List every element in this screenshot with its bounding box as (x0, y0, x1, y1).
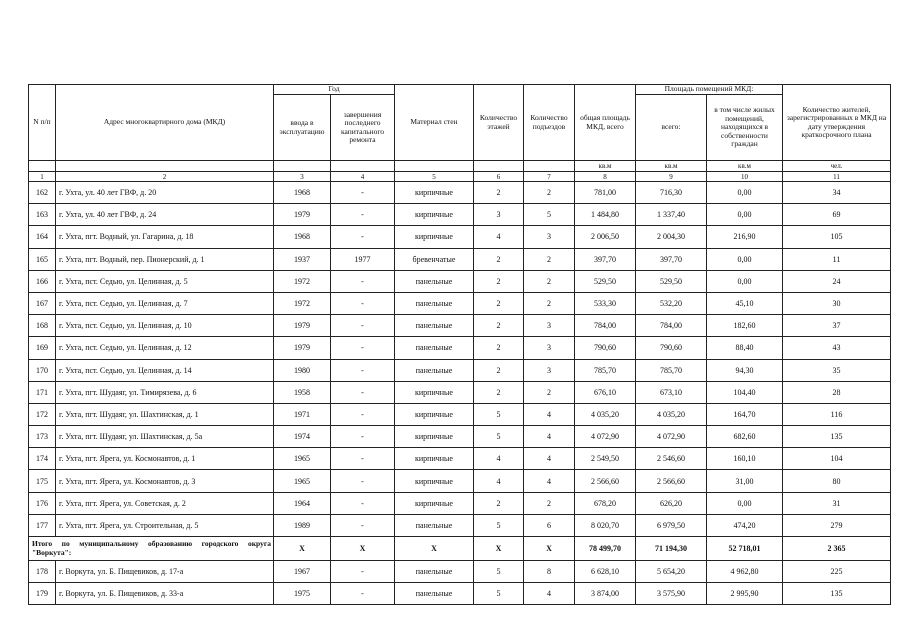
cell-wall-material: кирпичные (395, 204, 474, 226)
cell-year-commission: 1975 (274, 583, 331, 605)
cell-premises-total: 397,70 (636, 248, 707, 270)
cell-entrances: 5 (524, 204, 575, 226)
cell-floors: 2 (474, 248, 524, 270)
cell-entrances: 4 (524, 403, 575, 425)
header-address: Адрес многоквартирного дома (МКД) (56, 85, 274, 161)
cell-floors: 3 (474, 204, 524, 226)
cell-year-commission: 1974 (274, 426, 331, 448)
cell-residents: 34 (783, 182, 891, 204)
cell-floors: 2 (474, 270, 524, 292)
cell-premises-total: 785,70 (636, 359, 707, 381)
cell-residents: 11 (783, 248, 891, 270)
cell-premises-private: 0,00 (707, 492, 783, 514)
table-row (29, 292, 891, 314)
cell-year-repair: - (331, 514, 395, 536)
cell-address: г. Ухта, пгт. Ярега, ул. Космонавтов, д. 1 (56, 448, 274, 470)
cell-total-area: 4 035,20 (575, 403, 636, 425)
cell-premises-private: 474,20 (707, 514, 783, 536)
cell-floors: 2 (474, 337, 524, 359)
cell-entrances: 4 (524, 448, 575, 470)
cell-floors: 5 (474, 426, 524, 448)
cell-floors: 4 (474, 226, 524, 248)
header-entrances: Количество подъездов (524, 85, 575, 161)
cell-total-area: 2 006,50 (575, 226, 636, 248)
cell-premises-private: 182,60 (707, 315, 783, 337)
cell-num: 177 (29, 514, 56, 536)
cell-residents: 105 (783, 226, 891, 248)
header-premises-group: Площадь помещений МКД: (636, 85, 783, 95)
cell-wall-material: панельные (395, 359, 474, 381)
cell-entrances: 2 (524, 248, 575, 270)
cell-address: г. Ухта, пгт. Шудаяг, ул. Шахтинская, д. 5а (56, 426, 274, 448)
cell-num: 170 (29, 359, 56, 381)
cell-premises-total: 4 035,20 (636, 403, 707, 425)
unit-area-private: кв.м (707, 161, 783, 172)
table-row (29, 561, 891, 583)
table-row (29, 337, 891, 359)
cell-num: 171 (29, 381, 56, 403)
column-index-cell: 3 (274, 172, 331, 182)
cell-year-repair: - (331, 337, 395, 359)
cell-num: 176 (29, 492, 56, 514)
cell-total-area: 3 874,00 (575, 583, 636, 605)
header-premises-private: в том числе жилых помещений, находящихся в собственности граждан (707, 95, 783, 161)
cell-entrances: 2 (524, 182, 575, 204)
table-row (29, 381, 891, 403)
cell-floors: 5 (474, 583, 524, 605)
cell-premises-private: 2 995,90 (707, 583, 783, 605)
cell-premises-private: 164,70 (707, 403, 783, 425)
cell-total-area: 533,30 (575, 292, 636, 314)
cell-wall-material: кирпичные (395, 426, 474, 448)
cell-wall-material: панельные (395, 270, 474, 292)
table-row (29, 403, 891, 425)
cell-num: 162 (29, 182, 56, 204)
cell-entrances: 4 (524, 583, 575, 605)
cell-floors: 5 (474, 514, 524, 536)
cell-premises-private: 216,90 (707, 226, 783, 248)
cell-residents: 116 (783, 403, 891, 425)
cell-residents: 28 (783, 381, 891, 403)
cell-total-area: 6 628,10 (575, 561, 636, 583)
cell-wall-material: панельные (395, 561, 474, 583)
cell-residents: 31 (783, 492, 891, 514)
table-row (29, 270, 891, 292)
cell-address: г. Ухта, пгт. Шудаяг, ул. Шахтинская, д. 1 (56, 403, 274, 425)
unit-area-premises: кв.м (636, 161, 707, 172)
cell-wall-material: кирпичные (395, 470, 474, 492)
table-row (29, 248, 891, 270)
unit-people: чел. (783, 161, 891, 172)
cell-wall-material: панельные (395, 292, 474, 314)
cell-year-commission: 1979 (274, 315, 331, 337)
cell-year-commission: 1980 (274, 359, 331, 381)
total-label: Итого по муниципальному образованию городского округа "Воркута": (29, 537, 274, 561)
cell-num: 172 (29, 403, 56, 425)
cell-premises-total: 532,20 (636, 292, 707, 314)
cell-year-commission: 1972 (274, 270, 331, 292)
cell-year-commission: 1968 (274, 182, 331, 204)
cell-entrances: 2 (524, 492, 575, 514)
cell-entrances: 6 (524, 514, 575, 536)
cell-residents: 35 (783, 359, 891, 381)
cell-wall-material: кирпичные (395, 403, 474, 425)
header-year-group: Год (274, 85, 395, 95)
column-index-cell: 11 (783, 172, 891, 182)
total-row (29, 537, 891, 561)
cell-premises-private: 88,40 (707, 337, 783, 359)
cell-premises-total: 716,30 (636, 182, 707, 204)
cell-year-commission: 1958 (274, 381, 331, 403)
total-total-area: 78 499,70 (575, 537, 636, 561)
header-year-commission: ввода в эксплуатацию (274, 95, 331, 161)
total-year-commission: Х (274, 537, 331, 561)
cell-premises-private: 94,30 (707, 359, 783, 381)
cell-residents: 104 (783, 448, 891, 470)
table-row (29, 514, 891, 536)
cell-premises-private: 45,10 (707, 292, 783, 314)
cell-year-repair: - (331, 182, 395, 204)
table-row (29, 204, 891, 226)
cell-year-repair: - (331, 426, 395, 448)
cell-entrances: 4 (524, 426, 575, 448)
table-row (29, 470, 891, 492)
cell-residents: 24 (783, 270, 891, 292)
cell-premises-private: 0,00 (707, 270, 783, 292)
cell-year-commission: 1989 (274, 514, 331, 536)
cell-floors: 2 (474, 381, 524, 403)
cell-residents: 30 (783, 292, 891, 314)
housing-register-table-wrapper (28, 84, 891, 605)
cell-entrances: 4 (524, 470, 575, 492)
cell-year-commission: 1967 (274, 561, 331, 583)
table-row (29, 426, 891, 448)
cell-floors: 2 (474, 292, 524, 314)
cell-year-commission: 1937 (274, 248, 331, 270)
cell-year-commission: 1968 (274, 226, 331, 248)
cell-num: 169 (29, 337, 56, 359)
total-floors: Х (474, 537, 524, 561)
cell-total-area: 784,00 (575, 315, 636, 337)
table-row (29, 492, 891, 514)
cell-premises-total: 784,00 (636, 315, 707, 337)
cell-wall-material: кирпичные (395, 381, 474, 403)
cell-address: г. Ухта, пгт. Водный, ул. Гагарина, д. 18 (56, 226, 274, 248)
cell-wall-material: панельные (395, 514, 474, 536)
cell-floors: 5 (474, 403, 524, 425)
cell-residents: 225 (783, 561, 891, 583)
cell-entrances: 2 (524, 270, 575, 292)
cell-address: г. Ухта, ул. 40 лет ГВФ, д. 24 (56, 204, 274, 226)
cell-entrances: 3 (524, 337, 575, 359)
cell-total-area: 2 566,60 (575, 470, 636, 492)
cell-address: г. Ухта, пгт. Шудаяг, ул. Тимирязева, д. 6 (56, 381, 274, 403)
cell-num: 174 (29, 448, 56, 470)
cell-premises-total: 673,10 (636, 381, 707, 403)
cell-floors: 2 (474, 315, 524, 337)
header-year-repair: завершения последнего капитального ремонта (331, 95, 395, 161)
cell-num: 167 (29, 292, 56, 314)
cell-year-commission: 1971 (274, 403, 331, 425)
cell-premises-total: 5 654,20 (636, 561, 707, 583)
cell-address: г. Ухта, пгт. Ярега, ул. Строительная, д. 5 (56, 514, 274, 536)
cell-premises-private: 682,60 (707, 426, 783, 448)
cell-premises-private: 31,00 (707, 470, 783, 492)
column-index-cell: 9 (636, 172, 707, 182)
cell-total-area: 8 020,70 (575, 514, 636, 536)
total-residents: 2 365 (783, 537, 891, 561)
cell-total-area: 4 072,90 (575, 426, 636, 448)
cell-premises-total: 4 072,90 (636, 426, 707, 448)
column-index-cell: 4 (331, 172, 395, 182)
cell-premises-total: 6 979,50 (636, 514, 707, 536)
cell-year-repair: 1977 (331, 248, 395, 270)
cell-address: г. Ухта, пст. Седью, ул. Целинная, д. 12 (56, 337, 274, 359)
cell-residents: 69 (783, 204, 891, 226)
cell-wall-material: бревенчатые (395, 248, 474, 270)
cell-wall-material: панельные (395, 583, 474, 605)
cell-year-commission: 1965 (274, 448, 331, 470)
table-row (29, 315, 891, 337)
cell-entrances: 3 (524, 359, 575, 381)
header-residents: Количество жителей, зарегистрированных в МКД на дату утверждения краткосрочного плана (783, 85, 891, 161)
cell-total-area: 781,00 (575, 182, 636, 204)
header-wall-material: Материал стен (395, 85, 474, 161)
cell-premises-total: 790,60 (636, 337, 707, 359)
cell-premises-private: 0,00 (707, 182, 783, 204)
cell-num: 175 (29, 470, 56, 492)
cell-total-area: 2 549,50 (575, 448, 636, 470)
cell-address: г. Ухта, ул. 40 лет ГВФ, д. 20 (56, 182, 274, 204)
cell-premises-total: 2 546,60 (636, 448, 707, 470)
cell-floors: 2 (474, 359, 524, 381)
cell-total-area: 785,70 (575, 359, 636, 381)
total-year-repair: Х (331, 537, 395, 561)
column-index-cell: 5 (395, 172, 474, 182)
table-row (29, 583, 891, 605)
column-index-cell: 10 (707, 172, 783, 182)
column-index-cell: 1 (29, 172, 56, 182)
cell-year-repair: - (331, 583, 395, 605)
cell-wall-material: кирпичные (395, 182, 474, 204)
header-premises-total: всего: (636, 95, 707, 161)
cell-entrances: 8 (524, 561, 575, 583)
cell-total-area: 676,10 (575, 381, 636, 403)
table-row (29, 182, 891, 204)
cell-wall-material: кирпичные (395, 448, 474, 470)
cell-address: г. Ухта, пст. Седью, ул. Целинная, д. 5 (56, 270, 274, 292)
header-num: N п/п (29, 85, 56, 161)
table-header (29, 85, 891, 182)
cell-address: г. Воркута, ул. Б. Пищевиков, д. 33-а (56, 583, 274, 605)
cell-year-repair: - (331, 492, 395, 514)
cell-address: г. Ухта, пст. Седью, ул. Целинная, д. 14 (56, 359, 274, 381)
table-row (29, 359, 891, 381)
cell-wall-material: панельные (395, 315, 474, 337)
column-index-cell: 2 (56, 172, 274, 182)
cell-num: 173 (29, 426, 56, 448)
cell-residents: 43 (783, 337, 891, 359)
cell-premises-private: 4 962,80 (707, 561, 783, 583)
cell-residents: 135 (783, 426, 891, 448)
cell-premises-total: 2 004,30 (636, 226, 707, 248)
cell-total-area: 790,60 (575, 337, 636, 359)
table-row (29, 448, 891, 470)
cell-year-repair: - (331, 204, 395, 226)
cell-residents: 37 (783, 315, 891, 337)
cell-total-area: 397,70 (575, 248, 636, 270)
cell-year-repair: - (331, 270, 395, 292)
cell-num: 178 (29, 561, 56, 583)
cell-address: г. Ухта, пст. Седью, ул. Целинная, д. 10 (56, 315, 274, 337)
cell-floors: 4 (474, 470, 524, 492)
cell-residents: 80 (783, 470, 891, 492)
cell-year-repair: - (331, 470, 395, 492)
total-entrances: Х (524, 537, 575, 561)
cell-premises-private: 0,00 (707, 248, 783, 270)
cell-year-repair: - (331, 561, 395, 583)
cell-entrances: 3 (524, 226, 575, 248)
cell-premises-total: 529,50 (636, 270, 707, 292)
cell-entrances: 2 (524, 292, 575, 314)
column-index-row (29, 172, 891, 182)
cell-num: 166 (29, 270, 56, 292)
cell-year-repair: - (331, 292, 395, 314)
cell-premises-private: 160,10 (707, 448, 783, 470)
cell-premises-private: 0,00 (707, 204, 783, 226)
cell-address: г. Воркута, ул. Б. Пищевиков, д. 17-а (56, 561, 274, 583)
cell-num: 165 (29, 248, 56, 270)
cell-year-repair: - (331, 226, 395, 248)
cell-address: г. Ухта, пгт. Ярега, ул. Космонавтов, д. 3 (56, 470, 274, 492)
cell-premises-total: 3 575,90 (636, 583, 707, 605)
header-total-area: общая площадь МКД, всего (575, 85, 636, 161)
cell-residents: 135 (783, 583, 891, 605)
cell-wall-material: кирпичные (395, 492, 474, 514)
cell-premises-private: 104,40 (707, 381, 783, 403)
cell-year-repair: - (331, 448, 395, 470)
unit-area-total: кв.м (575, 161, 636, 172)
cell-year-commission: 1972 (274, 292, 331, 314)
cell-address: г. Ухта, пгт. Ярега, ул. Советская, д. 2 (56, 492, 274, 514)
cell-year-repair: - (331, 359, 395, 381)
cell-premises-total: 2 566,60 (636, 470, 707, 492)
cell-floors: 5 (474, 561, 524, 583)
cell-year-commission: 1979 (274, 337, 331, 359)
cell-premises-total: 626,20 (636, 492, 707, 514)
cell-residents: 279 (783, 514, 891, 536)
cell-wall-material: кирпичные (395, 226, 474, 248)
column-index-cell: 8 (575, 172, 636, 182)
total-wall-material: Х (395, 537, 474, 561)
cell-entrances: 2 (524, 381, 575, 403)
cell-total-area: 529,50 (575, 270, 636, 292)
cell-num: 163 (29, 204, 56, 226)
table-row (29, 226, 891, 248)
table-body (29, 182, 891, 605)
cell-year-commission: 1964 (274, 492, 331, 514)
cell-total-area: 678,20 (575, 492, 636, 514)
housing-register-table (28, 84, 891, 605)
cell-year-commission: 1979 (274, 204, 331, 226)
cell-premises-total: 1 337,40 (636, 204, 707, 226)
cell-address: г. Ухта, пст. Седью, ул. Целинная, д. 7 (56, 292, 274, 314)
cell-wall-material: панельные (395, 337, 474, 359)
cell-year-repair: - (331, 403, 395, 425)
cell-entrances: 3 (524, 315, 575, 337)
header-floors: Количество этажей (474, 85, 524, 161)
total-premises-total: 71 194,30 (636, 537, 707, 561)
cell-floors: 2 (474, 182, 524, 204)
cell-num: 164 (29, 226, 56, 248)
cell-num: 179 (29, 583, 56, 605)
column-index-cell: 6 (474, 172, 524, 182)
cell-total-area: 1 484,80 (575, 204, 636, 226)
cell-num: 168 (29, 315, 56, 337)
cell-address: г. Ухта, пгт. Водный, пер. Пионерский, д. 1 (56, 248, 274, 270)
cell-floors: 4 (474, 448, 524, 470)
column-index-cell: 7 (524, 172, 575, 182)
cell-year-repair: - (331, 381, 395, 403)
cell-year-repair: - (331, 315, 395, 337)
total-premises-private: 52 718,01 (707, 537, 783, 561)
cell-year-commission: 1965 (274, 470, 331, 492)
cell-floors: 2 (474, 492, 524, 514)
